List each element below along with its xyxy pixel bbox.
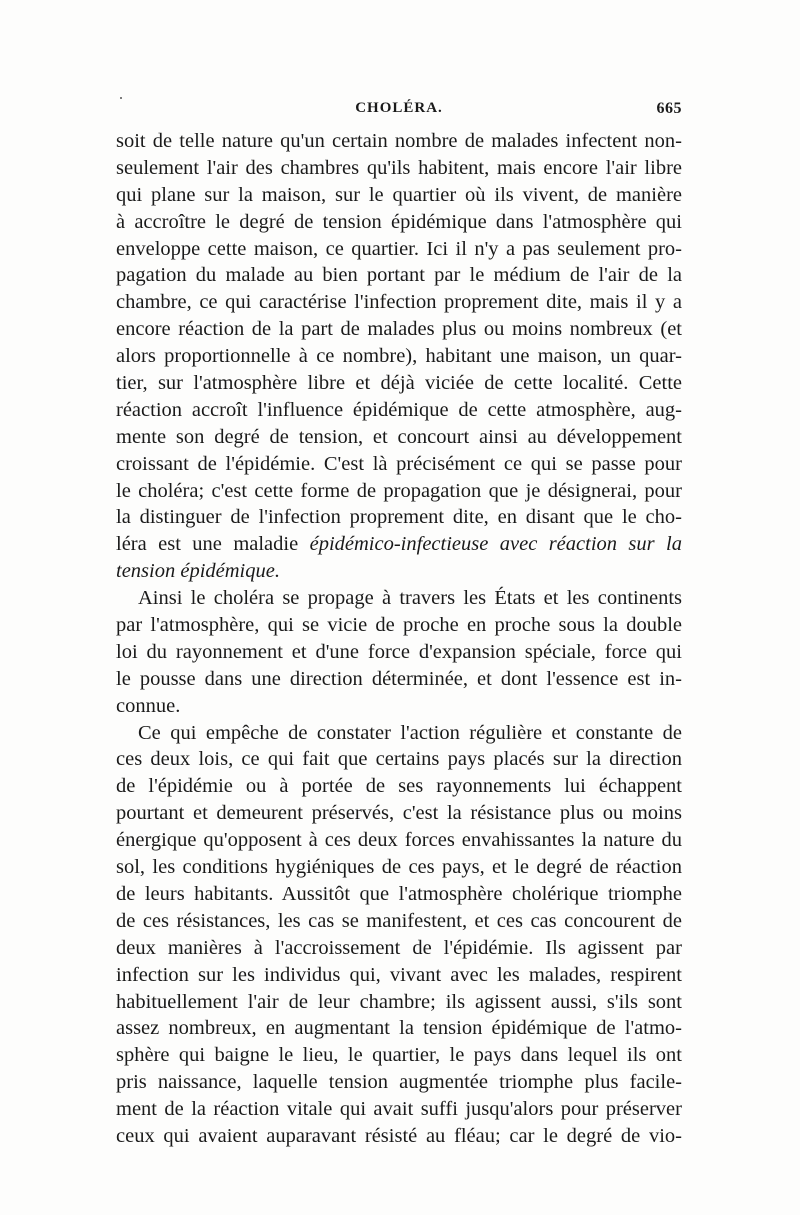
text-line: alors proportionnelle à ce nombre), habitant une maison, un quar- (116, 345, 682, 368)
text-line: infection sur les individus qui, vivant avec les malades, respirent (116, 963, 682, 986)
text-line: la distinguer de l'infection proprement dite, en disant que le cho- (116, 506, 682, 529)
text-line: sol, les conditions hygiéniques de ces pays, et le degré de réaction (116, 856, 682, 879)
text-line: assez nombreux, en augmentant la tension épidémique de l'atmo- (116, 1017, 682, 1040)
text-line: deux manières à l'accroissement de l'épidémie. Ils agissent par (116, 936, 682, 959)
text-run: léra est une maladie (116, 533, 310, 556)
text-line: réaction accroît l'influence épidémique de cette atmosphère, aug- (116, 398, 682, 421)
text-line: de ces résistances, les cas se manifestent, et ces cas concourent de (116, 909, 682, 932)
page-number: 665 (656, 100, 682, 117)
text-line: ment de la réaction vitale qui avait suffi jusqu'alors pour préserver (116, 1098, 682, 1121)
italic-text-run: épidémico-infectieuse avec réaction sur la (309, 533, 682, 556)
text-line: par l'atmosphère, qui se vicie de proche en proche sous la double (116, 614, 682, 637)
body-text (116, 128, 682, 1150)
text-line: encore réaction de la part de malades plus ou moins nombreux (et (116, 318, 682, 341)
text-line: tier, sur l'atmosphère libre et déjà viciée de cette localité. Cette (116, 372, 682, 395)
text-line: enveloppe cette maison, ce quartier. Ici il n'y a pas seulement pro- (116, 237, 682, 260)
text-line: qui plane sur la maison, sur le quartier où ils vivent, de manière (116, 183, 682, 206)
paragraph-first-line: Ce qui empêche de constater l'action régulière et constante de (138, 721, 682, 744)
print-speck (120, 97, 122, 99)
text-line: pourtant et demeurent préservés, c'est la résistance plus ou moins (116, 802, 682, 825)
text-line: habituellement l'air de leur chambre; ils agissent aussi, s'ils sont (116, 990, 682, 1013)
text-line: le pousse dans une direction déterminée, et dont l'essence est in- (116, 667, 682, 690)
text-line: de l'épidémie ou à portée de ses rayonnements lui échappent (116, 775, 682, 798)
text-line: loi du rayonnement et d'une force d'expansion spéciale, force qui (116, 640, 682, 663)
text-line: pagation du malade au bien portant par le médium de l'air de la (116, 264, 682, 287)
text-line-mixed (116, 531, 682, 558)
running-header (116, 100, 682, 124)
running-title: CHOLÉRA. (355, 100, 443, 116)
text-line: tension épidémique. (116, 560, 280, 583)
text-line: de leurs habitants. Aussitôt que l'atmosphère cholérique triomphe (116, 882, 682, 905)
text-line: seulement l'air des chambres qu'ils habitent, mais encore l'air libre (116, 156, 682, 179)
text-line: soit de telle nature qu'un certain nombre de malades infectent non- (116, 130, 682, 152)
text-line: ceux qui avaient auparavant résisté au fléau; car le degré de vio- (116, 1124, 682, 1147)
text-line: à accroître le degré de tension épidémique dans l'atmosphère qui (116, 210, 682, 233)
text-line: énergique qu'opposent à ces deux forces envahissantes la nature du (116, 829, 682, 852)
paragraph-first-line: Ainsi le choléra se propage à travers les États et les continents (138, 587, 682, 610)
text-line: sphère qui baigne le lieu, le quartier, le pays dans lequel ils ont (116, 1044, 682, 1067)
text-line: chambre, ce qui caractérise l'infection proprement dite, mais il y a (116, 291, 682, 314)
text-line: le choléra; c'est cette forme de propagation que je désignerai, pour (116, 479, 682, 502)
text-line: mente son degré de tension, et concourt ainsi au développement (116, 425, 682, 448)
text-line: pris naissance, laquelle tension augmentée triomphe plus facile- (116, 1071, 682, 1094)
text-line: connue. (116, 694, 181, 717)
text-line: ces deux lois, ce qui fait que certains pays placés sur la direction (116, 748, 682, 771)
text-line: croissant de l'épidémie. C'est là précisément ce qui se passe pour (116, 452, 682, 475)
